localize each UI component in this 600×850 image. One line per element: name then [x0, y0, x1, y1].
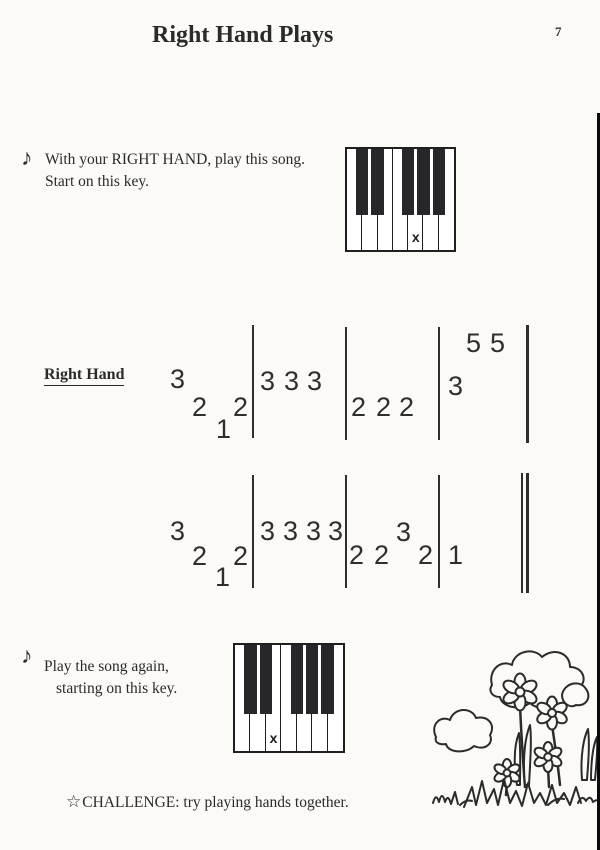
flowers-illustration — [430, 645, 600, 815]
challenge-label: CHALLENGE: try playing hands together. — [82, 794, 349, 811]
eighth-note-icon: ♪ — [21, 643, 33, 668]
finger-number: 3 — [284, 366, 300, 396]
page-title: Right Hand Plays — [152, 22, 334, 48]
grass-tuft — [433, 792, 458, 804]
challenge-text — [66, 792, 349, 812]
finger-number: 3 — [170, 364, 186, 394]
finger-number: 2 — [192, 541, 208, 571]
finger-number: 1 — [448, 540, 464, 570]
finger-number: 2 — [374, 540, 390, 570]
finger-number: 2 — [376, 392, 392, 422]
bar-line — [526, 473, 529, 593]
finger-number: 2 — [192, 392, 208, 422]
bar-line — [252, 475, 254, 588]
grass-row — [464, 779, 581, 807]
keyboard-diagram-second-key — [233, 643, 345, 753]
finger-number: 2 — [399, 392, 415, 422]
finger-number: 2 — [233, 541, 249, 571]
right-hand-label: Right Hand — [44, 366, 124, 386]
finger-number: 5 — [490, 328, 506, 358]
black-key — [244, 645, 256, 714]
bush-right — [562, 683, 588, 706]
leaf-blade — [524, 725, 531, 785]
finger-number: 1 — [215, 562, 231, 592]
instruction-line: Start on this key. — [45, 173, 150, 190]
black-key — [260, 645, 272, 714]
finger-number: 2 — [351, 392, 367, 422]
bar-line — [252, 325, 254, 438]
finger-number: 3 — [328, 516, 344, 546]
instruction-text-2 — [44, 656, 177, 700]
finger-number: 5 — [466, 328, 482, 358]
bar-line — [345, 327, 347, 440]
cloud-small — [434, 710, 492, 751]
finger-number: 3 — [306, 516, 322, 546]
instruction-line: starting on this key. — [56, 680, 178, 697]
finger-number: 3 — [260, 366, 276, 396]
key-marker: x — [411, 229, 420, 245]
black-key — [291, 645, 303, 714]
black-key — [306, 645, 318, 714]
bar-line — [521, 473, 523, 593]
page-number: 7 — [555, 24, 562, 39]
star-icon: ☆ — [66, 792, 82, 811]
finger-number: 2 — [418, 540, 434, 570]
instruction-line: With your RIGHT HAND, play this song. — [45, 151, 305, 168]
finger-number: 3 — [307, 366, 323, 396]
bar-line — [345, 475, 347, 588]
bar-line — [438, 475, 440, 588]
instruction-line: Play the song again, — [44, 658, 169, 675]
eighth-note-icon: ♪ — [21, 145, 33, 170]
finger-number: 3 — [396, 517, 412, 547]
bar-line — [526, 325, 529, 443]
finger-number: 3 — [260, 516, 276, 546]
black-key — [321, 645, 333, 714]
finger-number: 1 — [216, 414, 232, 444]
leaf-blade — [581, 729, 588, 780]
finger-number: 2 — [233, 392, 249, 422]
finger-number: 2 — [349, 540, 365, 570]
bar-line — [438, 327, 440, 440]
finger-number: 3 — [283, 516, 299, 546]
key-marker: x — [269, 730, 278, 746]
finger-number: 3 — [448, 371, 464, 401]
finger-number: 3 — [170, 516, 186, 546]
